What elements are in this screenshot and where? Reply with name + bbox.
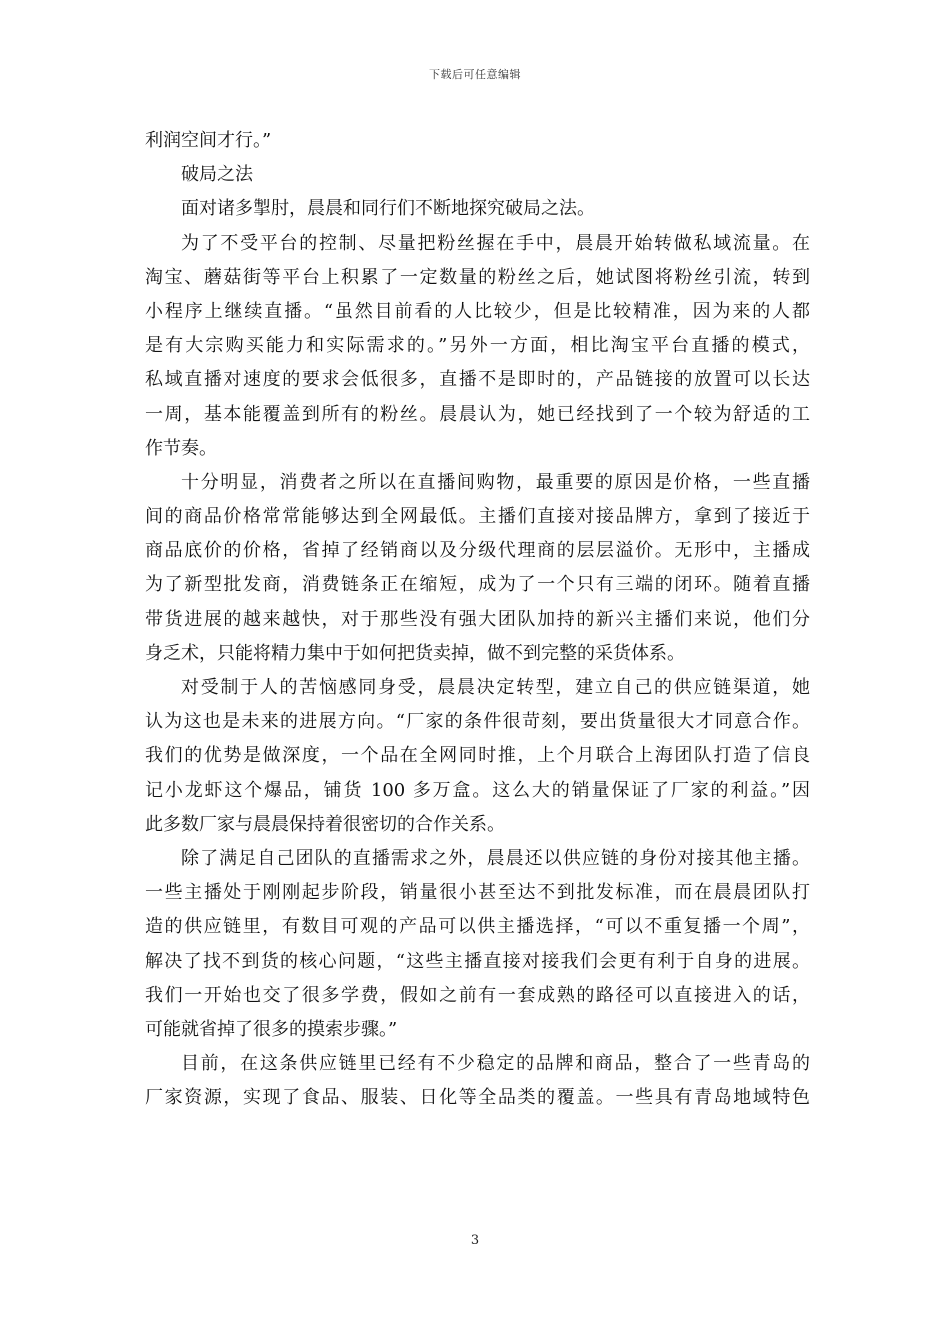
- text-line: 解决了找不到货的核心问题，“这些主播直接对接我们会更有利于自身的进展。: [145, 950, 810, 972]
- text-line: 目前，在这条供应链里已经有不少稳定的品牌和商品，整合了一些青岛的: [181, 1053, 810, 1075]
- text-line: 一周，基本能覆盖到所有的粉丝。晨晨认为，她已经找到了一个较为舒适的工: [145, 403, 810, 425]
- text-line: 小程序上继续直播。“虽然目前看的人比较少，但是比较精准，因为来的人都: [145, 300, 810, 322]
- text-line: 记小龙虾这个爆品，铺货 100 多万盒。这么大的销量保证了厂家的利益。”因: [145, 779, 810, 801]
- text-line: 对受制于人的苦恼感同身受，晨晨决定转型，建立自己的供应链渠道，她: [181, 677, 810, 698]
- text-line: 商品底价的价格，省掉了经销商以及分级代理商的层层溢价。无形中，主播成: [145, 540, 810, 562]
- text-line: 间的商品价格常常能够达到全网最低。主播们直接对接品牌方，拿到了接近于: [145, 506, 810, 528]
- text-line: 为了不受平台的控制、尽量把粉丝握在手中，晨晨开始转做私域流量。在: [181, 232, 810, 254]
- text-line: 我们一开始也交了很多学费，假如之前有一套成熟的路径可以直接进入的话，: [145, 984, 810, 1006]
- page-number: 3: [470, 1233, 480, 1248]
- text-line: 是有大宗购买能力和实际需求的。”另外一方面，相比淘宝平台直播的模式，: [145, 335, 810, 357]
- text-line: 身乏术，只能将精力集中于如何把货卖掉，做不到完整的采货体系。: [145, 642, 685, 664]
- text-line: 破局之法: [181, 164, 253, 186]
- text-line: 淘宝、蘑菇街等平台上积累了一定数量的粉丝之后，她试图将粉丝引流，转到: [145, 266, 810, 288]
- text-line: 造的供应链里，有数目可观的产品可以供主播选择，“可以不重复播一个周”，: [145, 916, 810, 938]
- text-line: 厂家资源，实现了食品、服装、日化等全品类的覆盖。一些具有青岛地域特色: [145, 1087, 810, 1109]
- text-line: 可能就省掉了很多的摸索步骤。”: [145, 1018, 398, 1040]
- text-line: 我们的优势是做深度，一个品在全网同时推，上个月联合上海团队打造了信良: [145, 745, 810, 767]
- text-line: 面对诸多掣肘，晨晨和同行们不断地探究破局之法。: [181, 198, 595, 220]
- text-line: 一些主播处于刚刚起步阶段，销量很小甚至达不到批发标准，而在晨晨团队打: [145, 882, 810, 904]
- page-header: 下载后可任意编辑: [429, 68, 521, 81]
- text-line: 此多数厂家与晨晨保持着很密切的合作关系。: [145, 813, 505, 835]
- text-line: 利润空间才行。”: [145, 130, 272, 151]
- text-line: 十分明显，消费者之所以在直播间购物，最重要的原因是价格，一些直播: [181, 471, 810, 493]
- text-line: 除了满足自己团队的直播需求之外，晨晨还以供应链的身份对接其他主播。: [181, 847, 810, 869]
- text-line: 带货进展的越来越快，对于那些没有强大团队加持的新兴主播们来说，他们分: [145, 608, 810, 630]
- body-text: [145, 124, 810, 1115]
- text-line: 为了新型批发商，消费链条正在缩短，成为了一个只有三端的闭环。随着直播: [145, 574, 810, 596]
- text-line: 私域直播对速度的要求会低很多，直播不是即时的，产品链接的放置可以长达: [145, 369, 810, 391]
- text-line: 作节奏。: [145, 437, 217, 459]
- text-line: 认为这也是未来的进展方向。“厂家的条件很苛刻，要出货量很大才同意合作。: [145, 711, 810, 733]
